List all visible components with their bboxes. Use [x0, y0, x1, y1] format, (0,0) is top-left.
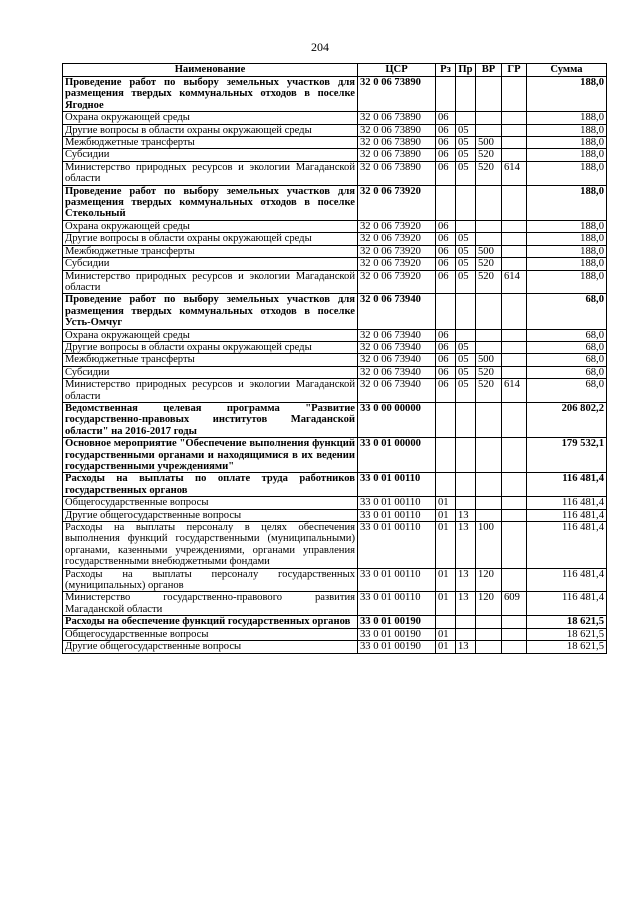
row-name-cell: Министерство природных ресурсов и экологии Магаданской области [63, 161, 358, 185]
row-csr-cell: 33 0 01 00110 [358, 522, 436, 569]
row-name-cell: Расходы на выплаты по оплате труда работников государственных органов [63, 473, 358, 497]
row-pr-cell: 13 [456, 641, 476, 653]
row-rz-cell: 06 [436, 112, 456, 124]
row-vr-cell: 500 [476, 245, 502, 257]
header-csr: ЦСР [358, 64, 436, 77]
table-row [63, 270, 607, 294]
table-row [63, 341, 607, 353]
row-pr-cell: 13 [456, 592, 476, 616]
row-name-cell: Другие вопросы в области охраны окружающей среды [63, 233, 358, 245]
row-gr-cell [502, 294, 527, 329]
row-sum-cell: 188,0 [527, 245, 607, 257]
row-sum-cell: 18 621,5 [527, 628, 607, 640]
table-row [63, 112, 607, 124]
page-number: 204 [311, 40, 329, 54]
header-rz: Рз [436, 64, 456, 77]
table-row [63, 473, 607, 497]
row-csr-cell: 32 0 06 73890 [358, 149, 436, 161]
row-csr-cell: 33 0 01 00110 [358, 568, 436, 592]
row-name-cell: Субсидии [63, 149, 358, 161]
row-rz-cell [436, 185, 456, 220]
row-name-cell: Межбюджетные трансферты [63, 245, 358, 257]
row-gr-cell [502, 522, 527, 569]
row-vr-cell: 520 [476, 270, 502, 294]
row-vr-cell [476, 402, 502, 437]
row-rz-cell: 01 [436, 497, 456, 509]
table-row [63, 294, 607, 329]
row-sum-cell: 188,0 [527, 185, 607, 220]
row-vr-cell: 120 [476, 568, 502, 592]
table-row [63, 402, 607, 437]
row-vr-cell: 120 [476, 592, 502, 616]
row-sum-cell: 116 481,4 [527, 473, 607, 497]
row-pr-cell: 13 [456, 522, 476, 569]
row-name-cell: Проведение работ по выбору земельных участков для размещения твердых коммунальных отходов в поселке Стекольный [63, 185, 358, 220]
row-rz-cell [436, 616, 456, 628]
row-csr-cell: 33 0 01 00190 [358, 616, 436, 628]
row-rz-cell: 01 [436, 641, 456, 653]
row-rz-cell [436, 438, 456, 473]
row-vr-cell [476, 509, 502, 521]
row-rz-cell [436, 473, 456, 497]
row-pr-cell: 05 [456, 258, 476, 270]
row-vr-cell [476, 341, 502, 353]
row-gr-cell [502, 568, 527, 592]
header-sum: Сумма [527, 64, 607, 77]
row-pr-cell [456, 77, 476, 112]
table-row [63, 522, 607, 569]
table-row [63, 438, 607, 473]
row-gr-cell [502, 628, 527, 640]
row-gr-cell: 609 [502, 592, 527, 616]
row-gr-cell [502, 616, 527, 628]
row-vr-cell: 520 [476, 258, 502, 270]
row-csr-cell: 32 0 06 73940 [358, 379, 436, 403]
row-rz-cell: 06 [436, 124, 456, 136]
row-rz-cell: 06 [436, 161, 456, 185]
row-gr-cell [502, 137, 527, 149]
row-rz-cell: 06 [436, 258, 456, 270]
row-csr-cell: 33 0 01 00110 [358, 497, 436, 509]
row-vr-cell [476, 497, 502, 509]
row-pr-cell: 05 [456, 354, 476, 366]
row-sum-cell: 116 481,4 [527, 592, 607, 616]
row-name-cell: Общегосударственные вопросы [63, 628, 358, 640]
row-pr-cell: 05 [456, 137, 476, 149]
row-csr-cell: 32 0 06 73890 [358, 112, 436, 124]
row-rz-cell: 06 [436, 270, 456, 294]
row-csr-cell: 32 0 06 73890 [358, 161, 436, 185]
row-gr-cell [502, 220, 527, 232]
row-rz-cell [436, 402, 456, 437]
row-csr-cell: 32 0 06 73940 [358, 366, 436, 378]
row-csr-cell: 33 0 01 00110 [358, 473, 436, 497]
row-vr-cell [476, 616, 502, 628]
row-gr-cell [502, 112, 527, 124]
row-csr-cell: 32 0 06 73920 [358, 245, 436, 257]
row-pr-cell: 13 [456, 568, 476, 592]
row-csr-cell: 32 0 06 73890 [358, 77, 436, 112]
row-csr-cell: 33 0 01 00000 [358, 438, 436, 473]
row-rz-cell: 06 [436, 137, 456, 149]
row-gr-cell [502, 245, 527, 257]
row-name-cell: Охрана окружающей среды [63, 220, 358, 232]
table-row [63, 161, 607, 185]
row-name-cell: Министерство природных ресурсов и экологии Магаданской области [63, 379, 358, 403]
row-vr-cell: 520 [476, 366, 502, 378]
row-vr-cell [476, 112, 502, 124]
table-row [63, 509, 607, 521]
row-rz-cell [436, 77, 456, 112]
row-gr-cell [502, 329, 527, 341]
row-rz-cell: 06 [436, 354, 456, 366]
row-vr-cell: 500 [476, 354, 502, 366]
row-vr-cell [476, 233, 502, 245]
table-row [63, 258, 607, 270]
row-vr-cell [476, 185, 502, 220]
row-gr-cell [502, 402, 527, 437]
row-sum-cell: 116 481,4 [527, 497, 607, 509]
table-row [63, 124, 607, 136]
row-gr-cell [502, 341, 527, 353]
row-sum-cell: 188,0 [527, 124, 607, 136]
table-row [63, 628, 607, 640]
row-name-cell: Расходы на выплаты персоналу государственных (муниципальных) органов [63, 568, 358, 592]
row-rz-cell [436, 294, 456, 329]
row-name-cell: Другие вопросы в области охраны окружающей среды [63, 341, 358, 353]
row-rz-cell: 06 [436, 233, 456, 245]
row-gr-cell: 614 [502, 379, 527, 403]
row-vr-cell: 500 [476, 137, 502, 149]
row-vr-cell: 520 [476, 161, 502, 185]
row-sum-cell: 68,0 [527, 379, 607, 403]
table-row [63, 77, 607, 112]
row-sum-cell: 188,0 [527, 161, 607, 185]
row-sum-cell: 18 621,5 [527, 616, 607, 628]
row-csr-cell: 32 0 06 73940 [358, 354, 436, 366]
row-sum-cell: 116 481,4 [527, 509, 607, 521]
table-row [63, 185, 607, 220]
row-gr-cell [502, 185, 527, 220]
row-rz-cell: 01 [436, 509, 456, 521]
row-name-cell: Общегосударственные вопросы [63, 497, 358, 509]
row-vr-cell [476, 124, 502, 136]
row-name-cell: Охрана окружающей среды [63, 112, 358, 124]
row-sum-cell: 188,0 [527, 112, 607, 124]
row-name-cell: Другие вопросы в области охраны окружающей среды [63, 124, 358, 136]
table-row [63, 379, 607, 403]
table-header-row [63, 64, 607, 77]
row-rz-cell: 01 [436, 628, 456, 640]
row-csr-cell: 32 0 06 73920 [358, 220, 436, 232]
row-rz-cell: 01 [436, 592, 456, 616]
row-name-cell: Расходы на обеспечение функций государственных органов [63, 616, 358, 628]
row-rz-cell: 06 [436, 329, 456, 341]
row-rz-cell: 06 [436, 379, 456, 403]
row-pr-cell [456, 220, 476, 232]
row-pr-cell [456, 402, 476, 437]
row-sum-cell: 188,0 [527, 258, 607, 270]
table-row [63, 354, 607, 366]
row-csr-cell: 32 0 06 73940 [358, 294, 436, 329]
row-name-cell: Другие общегосударственные вопросы [63, 641, 358, 653]
header-name: Наименование [63, 64, 358, 77]
row-pr-cell [456, 438, 476, 473]
table-row [63, 233, 607, 245]
row-name-cell: Министерство государственно-правового развития Магаданской области [63, 592, 358, 616]
row-sum-cell: 68,0 [527, 329, 607, 341]
row-name-cell: Охрана окружающей среды [63, 329, 358, 341]
row-rz-cell: 06 [436, 149, 456, 161]
row-gr-cell [502, 77, 527, 112]
table-row [63, 592, 607, 616]
row-pr-cell: 05 [456, 245, 476, 257]
row-pr-cell [456, 294, 476, 329]
row-pr-cell [456, 497, 476, 509]
row-pr-cell: 05 [456, 270, 476, 294]
row-pr-cell: 05 [456, 341, 476, 353]
row-pr-cell [456, 616, 476, 628]
header-pr: Пр [456, 64, 476, 77]
row-gr-cell [502, 149, 527, 161]
row-gr-cell [502, 124, 527, 136]
row-sum-cell: 188,0 [527, 137, 607, 149]
row-sum-cell: 68,0 [527, 366, 607, 378]
row-gr-cell [502, 233, 527, 245]
table-row [63, 641, 607, 653]
row-csr-cell: 32 0 06 73920 [358, 185, 436, 220]
budget-table [62, 63, 607, 654]
row-csr-cell: 32 0 06 73940 [358, 341, 436, 353]
row-gr-cell [502, 258, 527, 270]
row-csr-cell: 33 0 00 00000 [358, 402, 436, 437]
row-pr-cell [456, 112, 476, 124]
table-row [63, 329, 607, 341]
row-pr-cell: 05 [456, 161, 476, 185]
row-pr-cell: 05 [456, 149, 476, 161]
table-row [63, 366, 607, 378]
row-csr-cell: 32 0 06 73920 [358, 258, 436, 270]
row-rz-cell: 06 [436, 341, 456, 353]
row-csr-cell: 32 0 06 73890 [358, 137, 436, 149]
row-name-cell: Субсидии [63, 366, 358, 378]
row-vr-cell [476, 77, 502, 112]
row-gr-cell [502, 641, 527, 653]
table-row [63, 568, 607, 592]
row-pr-cell: 05 [456, 233, 476, 245]
row-sum-cell: 188,0 [527, 270, 607, 294]
row-pr-cell [456, 329, 476, 341]
row-sum-cell: 68,0 [527, 341, 607, 353]
row-gr-cell: 614 [502, 270, 527, 294]
row-vr-cell: 520 [476, 379, 502, 403]
row-rz-cell: 06 [436, 220, 456, 232]
row-vr-cell [476, 294, 502, 329]
row-rz-cell: 01 [436, 568, 456, 592]
row-csr-cell: 33 0 01 00110 [358, 509, 436, 521]
row-csr-cell: 32 0 06 73890 [358, 124, 436, 136]
row-name-cell: Расходы на выплаты персоналу в целях обеспечения выполнения функций государственными (муниципальными) органами, казенными учреждениями, органами управления государственными внебюджетными фондами [63, 522, 358, 569]
row-csr-cell: 32 0 06 73920 [358, 270, 436, 294]
row-rz-cell: 01 [436, 522, 456, 569]
row-vr-cell: 100 [476, 522, 502, 569]
row-gr-cell: 614 [502, 161, 527, 185]
row-pr-cell: 13 [456, 509, 476, 521]
row-gr-cell [502, 438, 527, 473]
row-name-cell: Межбюджетные трансферты [63, 354, 358, 366]
row-vr-cell [476, 641, 502, 653]
row-rz-cell: 06 [436, 366, 456, 378]
row-sum-cell: 116 481,4 [527, 522, 607, 569]
header-gr: ГР [502, 64, 527, 77]
table-row [63, 616, 607, 628]
row-sum-cell: 188,0 [527, 77, 607, 112]
row-pr-cell [456, 473, 476, 497]
row-vr-cell [476, 628, 502, 640]
row-sum-cell: 188,0 [527, 220, 607, 232]
row-vr-cell [476, 438, 502, 473]
row-pr-cell: 05 [456, 124, 476, 136]
row-gr-cell [502, 354, 527, 366]
row-name-cell: Субсидии [63, 258, 358, 270]
row-name-cell: Министерство природных ресурсов и экологии Магаданской области [63, 270, 358, 294]
row-name-cell: Межбюджетные трансферты [63, 137, 358, 149]
row-csr-cell: 32 0 06 73940 [358, 329, 436, 341]
row-name-cell: Проведение работ по выбору земельных участков для размещения твердых коммунальных отходов в поселке Усть-Омчуг [63, 294, 358, 329]
row-sum-cell: 179 532,1 [527, 438, 607, 473]
row-vr-cell [476, 220, 502, 232]
row-sum-cell: 18 621,5 [527, 641, 607, 653]
table-row [63, 149, 607, 161]
row-pr-cell [456, 628, 476, 640]
header-vr: ВР [476, 64, 502, 77]
row-vr-cell [476, 473, 502, 497]
row-gr-cell [502, 366, 527, 378]
row-pr-cell: 05 [456, 379, 476, 403]
row-sum-cell: 188,0 [527, 149, 607, 161]
row-sum-cell: 68,0 [527, 354, 607, 366]
row-gr-cell [502, 473, 527, 497]
row-csr-cell: 33 0 01 00110 [358, 592, 436, 616]
table-row [63, 220, 607, 232]
table-row [63, 245, 607, 257]
row-name-cell: Другие общегосударственные вопросы [63, 509, 358, 521]
row-pr-cell: 05 [456, 366, 476, 378]
row-pr-cell [456, 185, 476, 220]
row-name-cell: Ведомственная целевая программа "Развитие государственно-правовых институтов Магаданской области" на 2016-2017 годы [63, 402, 358, 437]
row-vr-cell: 520 [476, 149, 502, 161]
row-rz-cell: 06 [436, 245, 456, 257]
row-gr-cell [502, 509, 527, 521]
row-sum-cell: 206 802,2 [527, 402, 607, 437]
table-body [63, 77, 607, 654]
row-sum-cell: 188,0 [527, 233, 607, 245]
row-csr-cell: 33 0 01 00190 [358, 641, 436, 653]
row-sum-cell: 116 481,4 [527, 568, 607, 592]
row-gr-cell [502, 497, 527, 509]
table-row [63, 497, 607, 509]
table-row [63, 137, 607, 149]
row-name-cell: Проведение работ по выбору земельных участков для размещения твердых коммунальных отходов в поселке Ягодное [63, 77, 358, 112]
row-sum-cell: 68,0 [527, 294, 607, 329]
row-vr-cell [476, 329, 502, 341]
row-name-cell: Основное мероприятие "Обеспечение выполнения функций государственными органами и находящимися в их ведении государственными учреждениями" [63, 438, 358, 473]
row-csr-cell: 33 0 01 00190 [358, 628, 436, 640]
row-csr-cell: 32 0 06 73920 [358, 233, 436, 245]
